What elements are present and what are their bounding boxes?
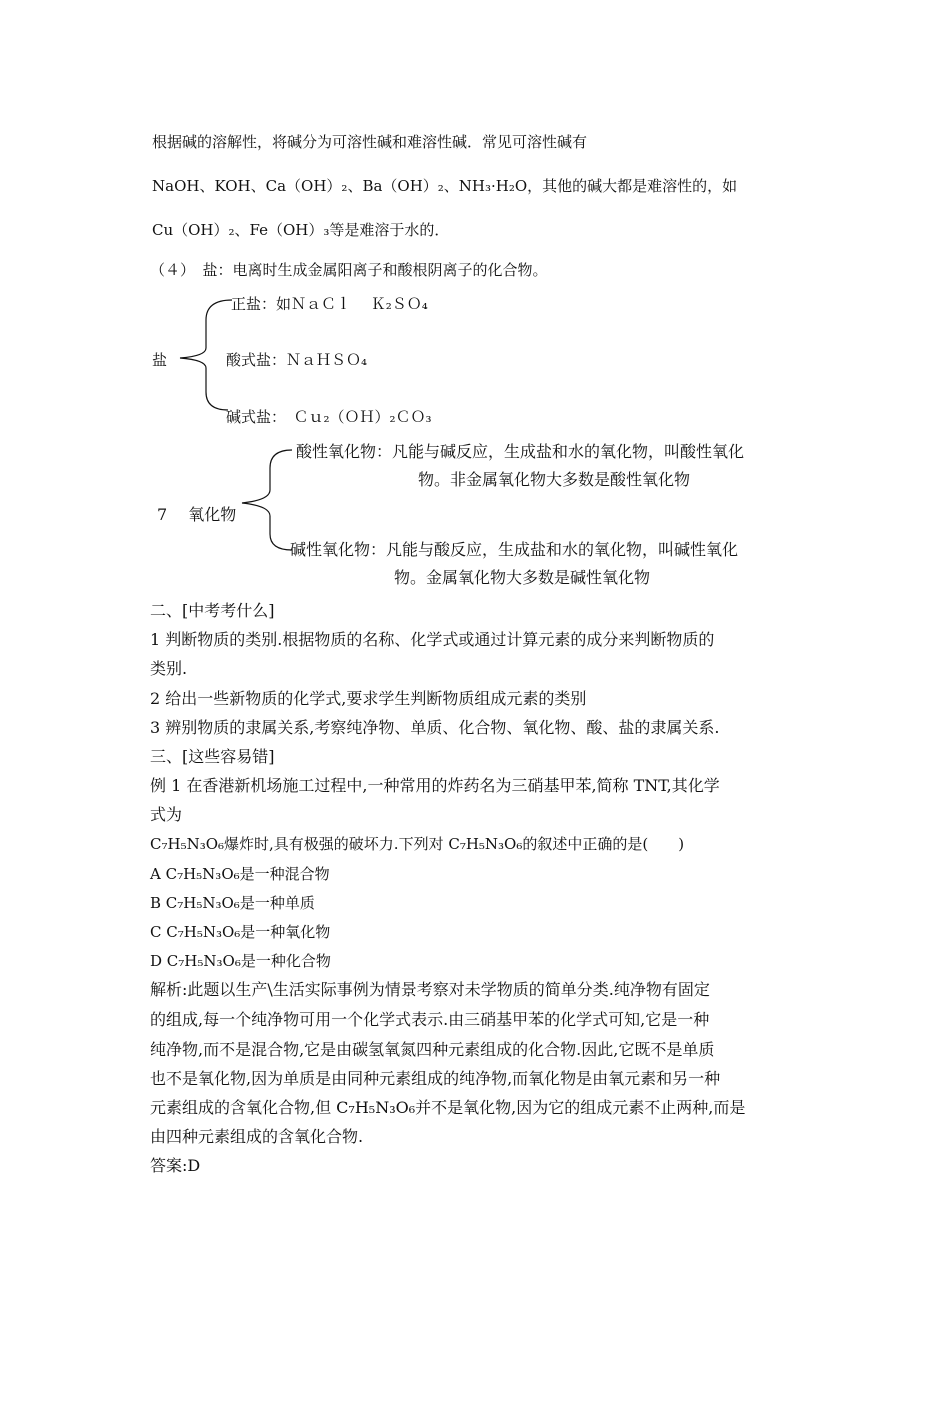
salt-heading: （４） 盐：电离时生成金属阳离子和酸根阴离子的化合物。 xyxy=(150,261,548,279)
base-line-3: Cu（OH）₂、Fe（OH）₃等是难溶于水的． xyxy=(152,221,450,239)
oxide-label: 7 氧化物 xyxy=(157,505,237,524)
exam-item-1a: 1 判断物质的类别.根据物质的名称、化学式或通过计算元素的成分来判断物质的 xyxy=(150,630,715,649)
exam-item-1b: 类别. xyxy=(150,659,188,678)
option-d: D C₇H₅N₃O₆是一种化合物 xyxy=(150,952,331,970)
oxide-basic-1: 碱性氧化物：凡能与酸反应，生成盐和水的氧化物，叫碱性氧化 xyxy=(290,540,739,559)
salt-basic: 碱式盐： Ｃｕ₂（ＯＨ）₂ＣＯ₃ xyxy=(226,408,432,426)
oxide-brace xyxy=(236,446,296,554)
option-a: A C₇H₅N₃O₆是一种混合物 xyxy=(150,865,330,883)
analysis-line-5: 元素组成的含氧化合物,但 C₇H₅N₃O₆并不是氧化物,因为它的组成元素不止两种,而是 xyxy=(150,1098,746,1117)
oxide-acidic-2: 物。非金属氧化物大多数是酸性氧化物 xyxy=(418,470,691,489)
analysis-line-3: 纯净物,而不是混合物,它是由碳氢氧氮四种元素组成的化合物.因此,它既不是单质 xyxy=(150,1040,715,1059)
example-line-c: C₇H₅N₃O₆爆炸时,具有极强的破坏力.下列对 C₇H₅N₃O₆的叙述中正确的是( ) xyxy=(150,835,685,853)
analysis-line-4: 也不是氧化物,因为单质是由同种元素组成的纯净物,而氧化物是由氧元素和另一种 xyxy=(150,1069,721,1088)
exam-item-3: 3 辨别物质的隶属关系,考察纯净物、单质、化合物、氧化物、酸、盐的隶属关系. xyxy=(150,718,720,737)
salt-normal: 正盐：如ＮａＣｌ Ｋ₂ＳＯ₄ xyxy=(231,295,428,313)
mistakes-heading: 三、[这些容易错] xyxy=(150,747,275,766)
base-line-1: 根据碱的溶解性，将碱分为可溶性碱和难溶性碱．常见可溶性碱有 xyxy=(152,133,588,151)
salt-acid: 酸式盐：ＮａＨＳＯ₄ xyxy=(226,351,368,369)
oxide-basic-2: 物。金属氧化物大多数是碱性氧化物 xyxy=(394,568,651,587)
example-line-a: 例 1 在香港新机场施工过程中,一种常用的炸药名为三硝基甲苯,简称 TNT,其化学 xyxy=(150,776,720,795)
salt-label: 盐 xyxy=(152,351,168,369)
oxide-acidic-1: 酸性氧化物：凡能与碱反应，生成盐和水的氧化物，叫酸性氧化 xyxy=(296,442,745,461)
analysis-line-6: 由四种元素组成的含氧化合物. xyxy=(150,1127,364,1146)
exam-heading: 二、[中考考什么] xyxy=(150,601,275,620)
option-b: B C₇H₅N₃O₆是一种单质 xyxy=(150,894,315,912)
analysis-line-1: 解析:此题以生产\生活实际事例为情景考察对未学物质的简单分类.纯净物有固定 xyxy=(150,980,710,999)
analysis-line-2: 的组成,每一个纯净物可用一个化学式表示.由三硝基甲苯的化学式可知,它是一种 xyxy=(150,1010,710,1029)
answer: 答案:D xyxy=(150,1156,201,1175)
base-line-2: NaOH、KOH、Ca（OH）₂、Ba（OH）₂、NH₃·H₂O，其他的碱大都是难溶性的，如 xyxy=(152,177,738,195)
option-c: C C₇H₅N₃O₆是一种氧化物 xyxy=(150,923,331,941)
exam-item-2: 2 给出一些新物质的化学式,要求学生判断物质组成元素的类别 xyxy=(150,689,587,708)
example-line-b: 式为 xyxy=(150,805,183,824)
